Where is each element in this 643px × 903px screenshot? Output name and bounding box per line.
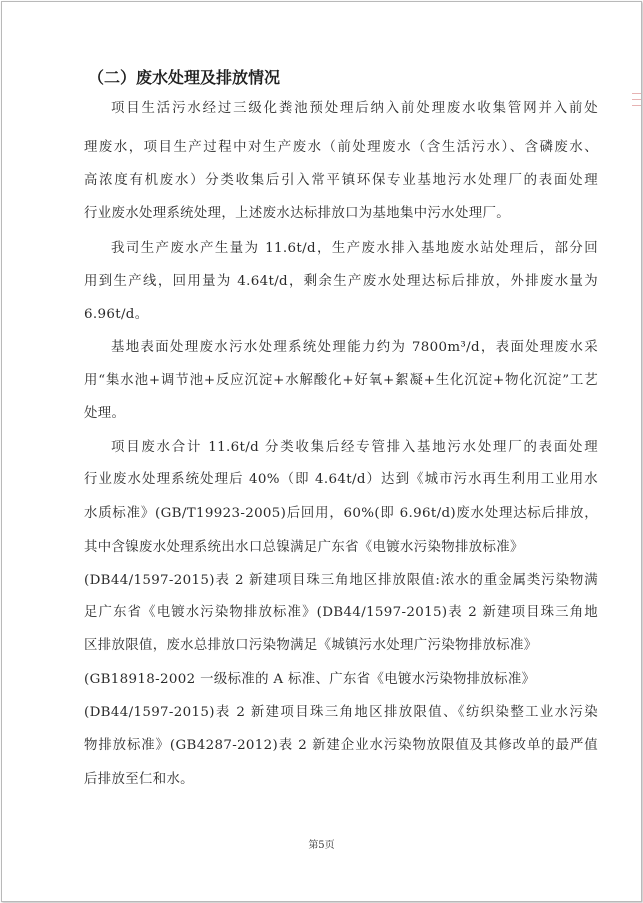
paragraph-line: 后排放至仁和水。 — [84, 772, 194, 787]
paragraph-line: (DB44/1597-2015)表 2 新建项目珠三角地区排放限值、《纺织染整工业水污染 — [84, 705, 598, 720]
paragraph-line: 高浓度有机废水）分类收集后引入常平镇环保专业基地污水处理厂的表面处理 — [84, 173, 598, 188]
paragraph-line: 行业废水处理系统处理后 40%（即 4.64t/d）达到《城市污水再生利用工业用水 — [84, 472, 598, 487]
paragraph-line: 项目废水合计 11.6t/d 分类收集后经专管排入基地污水处理厂的表面处理 — [111, 440, 598, 455]
edge-mark — [632, 105, 641, 106]
paragraph-line: 基地表面处理废水污水处理系统处理能力约为 7800m³/d，表面处理废水采 — [111, 340, 598, 355]
paragraph-line: 项目生活污水经过三级化粪池预处理后纳入前处理废水收集管网并入前处 — [111, 101, 598, 116]
paragraph-line: 水质标准》(GB/T19923-2005)后回用，60%(即 6.96t/d)废水处理达标后排放， — [84, 506, 598, 521]
paragraph-line: 用“集水池+调节池+反应沉淀+水解酸化+好氧+絮凝+生化沉淀+物化沉淀”工艺 — [84, 373, 598, 388]
paragraph-line: (DB44/1597-2015)表 2 新建项目珠三角地区排放限值:浓水的重金属类污染物满 — [84, 573, 598, 588]
section-heading: （二）废水处理及排放情况 — [88, 68, 281, 87]
paragraph-line: 足广东省《电镀水污染物排放标准》(DB44/1597-2015)表 2 新建项目珠三角地 — [84, 605, 598, 620]
edge-mark — [632, 93, 641, 94]
paragraph-line: 用到生产线，回用量为 4.64t/d，剩余生产废水处理达标后排放，外排废水量为 — [84, 274, 598, 289]
paragraph-line: 物排放标准》(GB4287-2012)表 2 新建企业水污染物放限值及其修改单的最严值 — [84, 738, 598, 753]
paragraph-line: 其中含镍废水处理系统出水口总镍满足广东省《电镀水污染物排放标准》 — [84, 540, 524, 555]
paragraph-line: 行业废水处理系统处理，上述废水达标排放口为基地集中污水处理厂。 — [84, 206, 510, 221]
paragraph-line: 区排放限值，废水总排放口污染物满足《城镇污水处理广污染物排放标准》 — [84, 638, 538, 653]
page-number: 第5页 — [308, 840, 335, 851]
paragraph-line: 我司生产废水产生量为 11.6t/d，生产废水排入基地废水站处理后，部分回 — [111, 241, 598, 256]
paragraph-line: 处理。 — [84, 406, 126, 421]
paragraph-line: 6.96t/d。 — [84, 307, 149, 322]
paragraph-line: 理废水，项目生产过程中对生产废水（前处理废水（含生活污水）、含磷废水、 — [84, 140, 598, 155]
edge-mark — [632, 99, 641, 100]
paragraph-line: (GB18918-2002 一级标准的 A 标准、广东省《电镀水污染物排放标准》 — [84, 672, 536, 687]
